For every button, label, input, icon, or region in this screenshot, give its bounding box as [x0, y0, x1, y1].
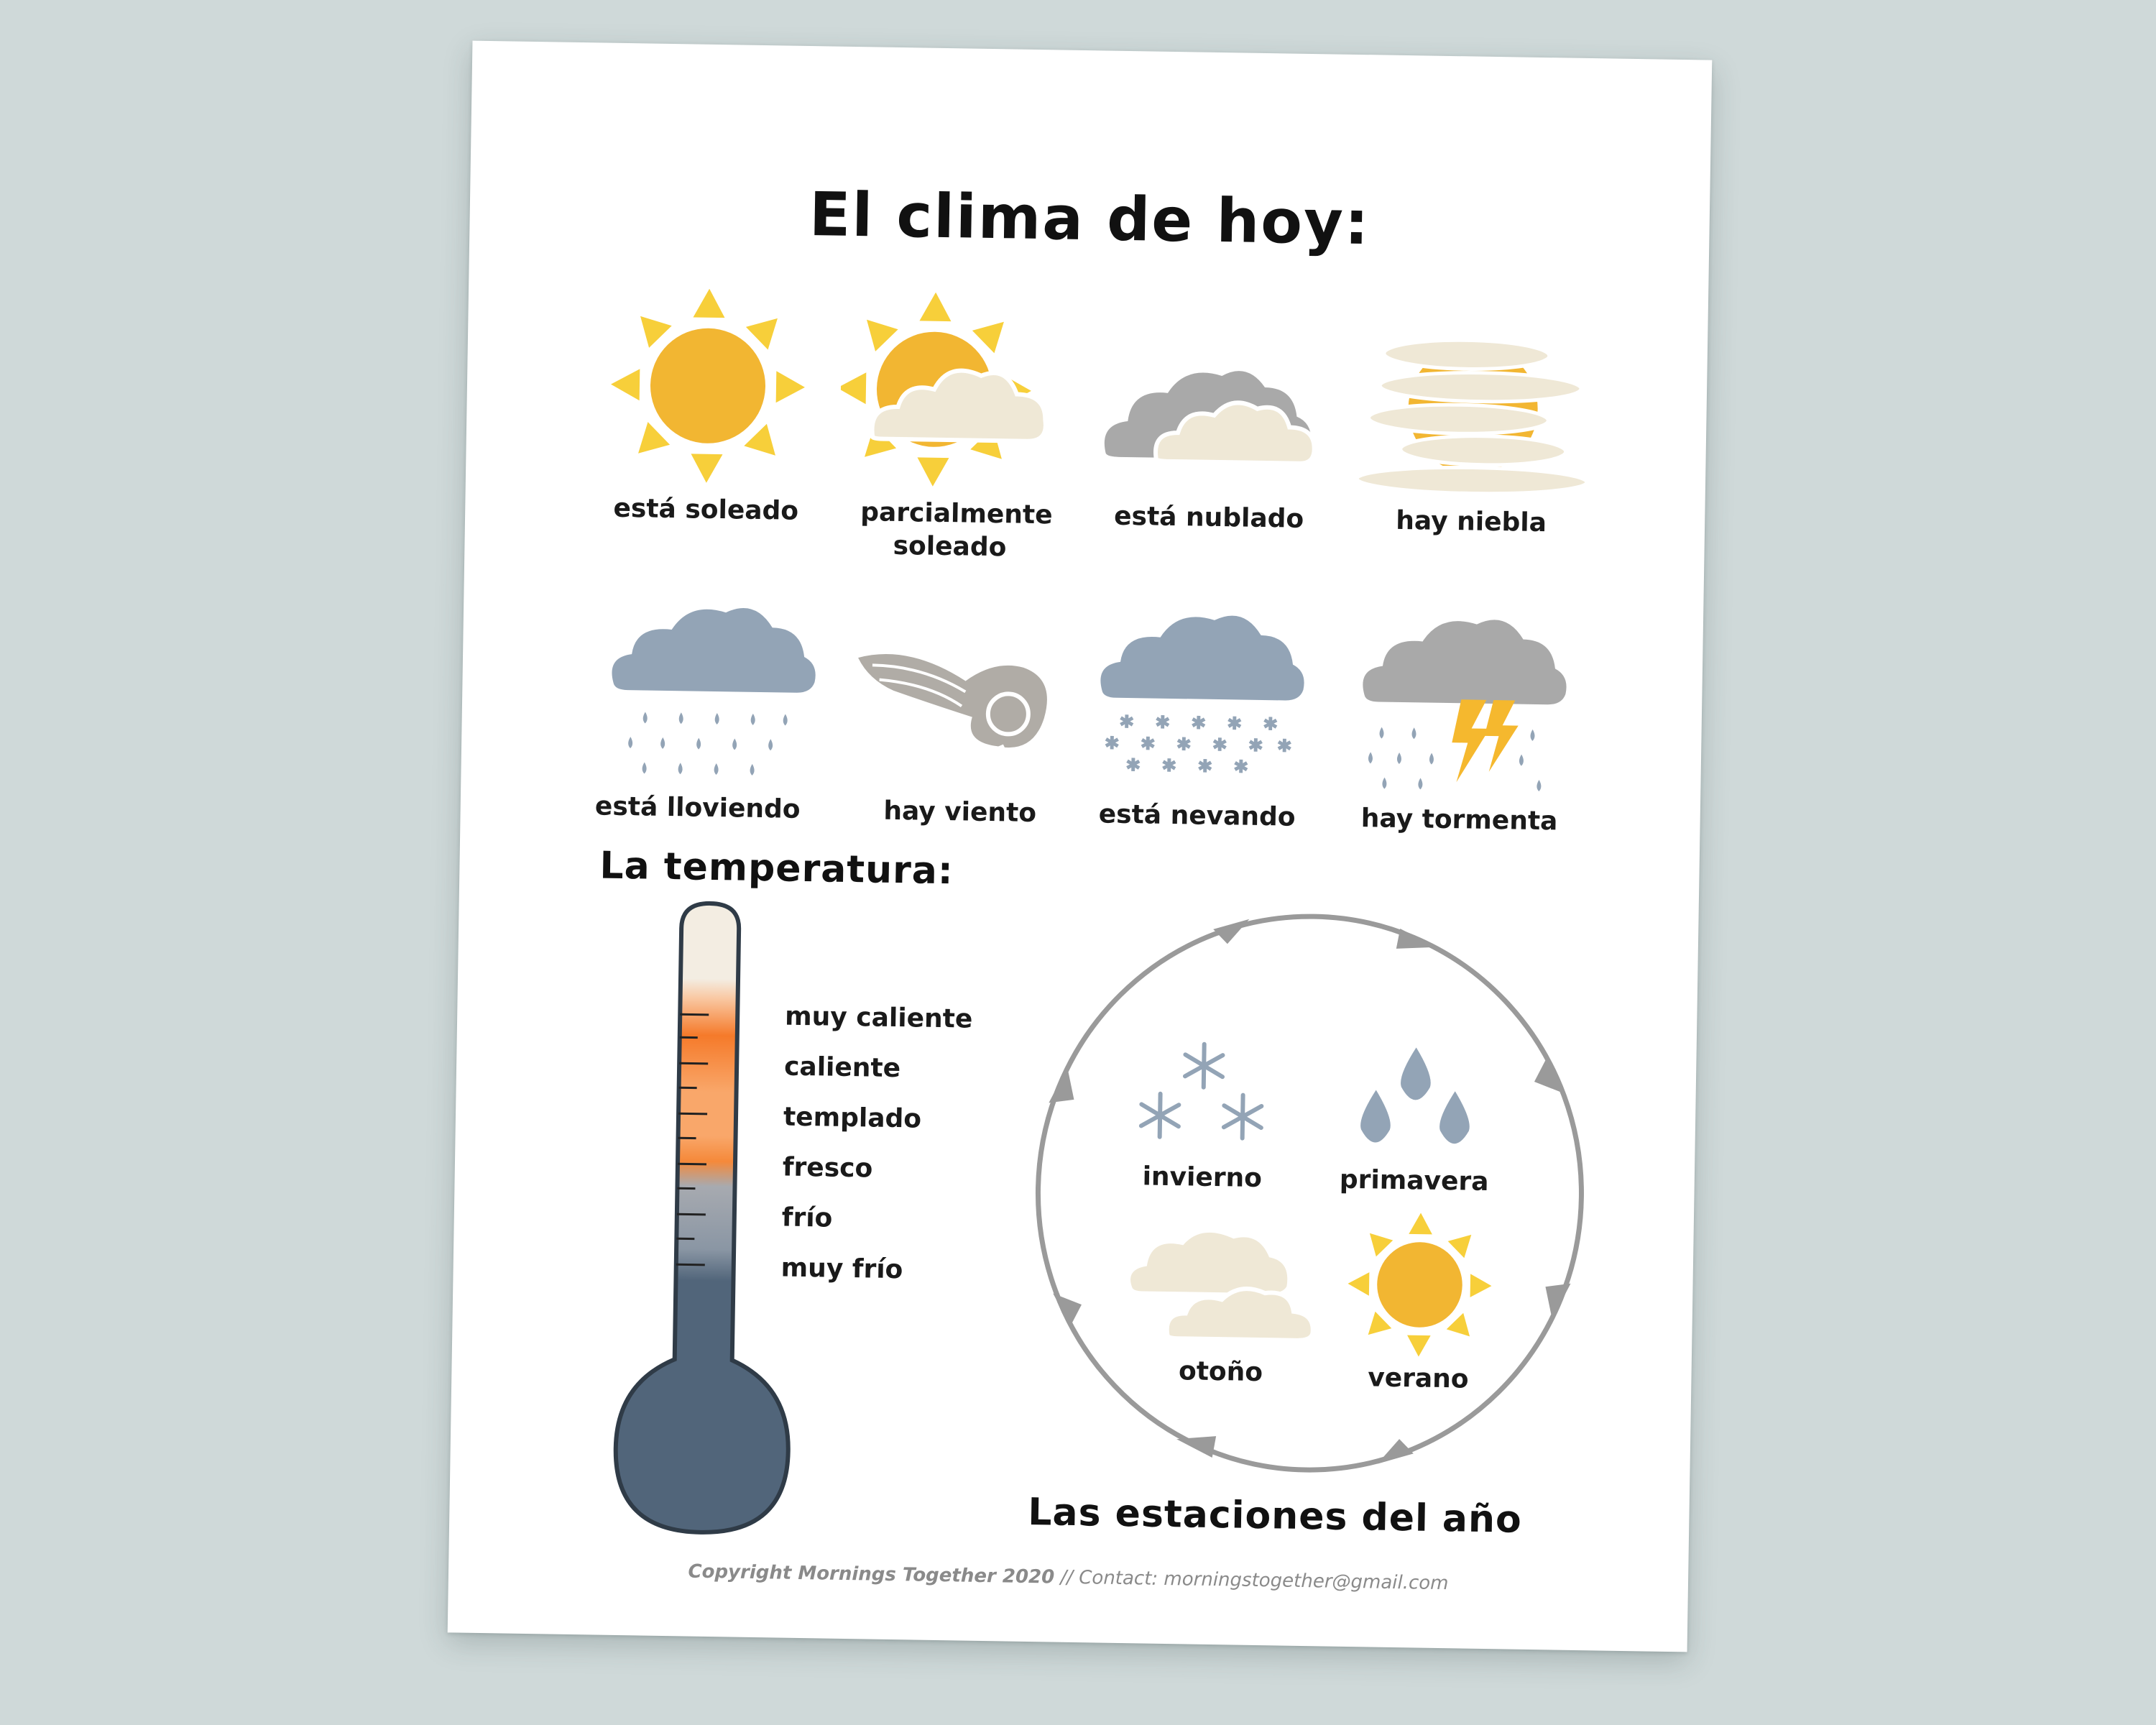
svg-text:*: *	[1227, 713, 1241, 742]
weather-label-wind: hay viento	[883, 796, 1037, 829]
weather-label-cloudy: está nublado	[1113, 501, 1304, 534]
weather-label-sunny: está soleado	[613, 493, 799, 526]
seasons-cycle-arrows	[1025, 901, 1594, 1485]
partly-sunny-icon	[839, 291, 1072, 489]
temp-level-very-hot: muy caliente	[784, 1001, 973, 1034]
footer-copyright	[448, 1557, 1688, 1598]
svg-text:*: *	[1263, 714, 1277, 743]
season-label-spring: primavera	[1339, 1164, 1489, 1197]
page-title: El clima de hoy:	[808, 178, 1371, 259]
temp-level-very-cold: muy frío	[780, 1253, 903, 1285]
footer-contact: // Contact: morningstogether@gmail.com	[1054, 1566, 1449, 1595]
cloudy-icon	[1098, 323, 1337, 471]
season-label-winter: invierno	[1142, 1162, 1263, 1194]
svg-text:*: *	[1162, 755, 1176, 785]
thermometer-icon	[604, 898, 808, 1548]
season-label-summer: verano	[1367, 1363, 1469, 1394]
weather-label-storm: hay tormenta	[1360, 804, 1558, 837]
weather-label-snow: está nevando	[1098, 799, 1296, 832]
season-label-autumn: otoño	[1178, 1356, 1263, 1388]
wind-icon	[849, 636, 1067, 769]
storm-icon	[1352, 608, 1570, 806]
temperature-heading: La temperatura:	[599, 844, 954, 893]
svg-text:*: *	[1234, 756, 1248, 786]
svg-text:*: *	[1278, 735, 1291, 765]
worksheet-page	[448, 41, 1713, 1652]
raindrops-icon	[1353, 1043, 1477, 1153]
fog-icon	[1357, 321, 1590, 497]
weather-label-partly-sunny: parcialmente soleado	[860, 497, 1053, 563]
snowflakes-icon	[1134, 1039, 1272, 1149]
summer-sun-icon	[1347, 1212, 1493, 1358]
svg-text:*: *	[1105, 732, 1118, 762]
svg-text:*: *	[1156, 712, 1169, 741]
temp-level-cool: fresco	[782, 1152, 873, 1184]
svg-text:*: *	[1120, 711, 1133, 741]
svg-text:*: *	[1198, 755, 1212, 785]
snow-icon	[1089, 604, 1308, 794]
rain-icon	[601, 597, 819, 787]
svg-text:*: *	[1141, 733, 1154, 763]
temp-level-cold: frío	[781, 1202, 833, 1233]
svg-text:*: *	[1213, 734, 1226, 764]
footer-copyright-text: Copyright Mornings Together 2020	[688, 1560, 1055, 1588]
temp-level-hot: caliente	[783, 1052, 901, 1084]
svg-text:*: *	[1177, 734, 1190, 763]
weather-label-fog: hay niebla	[1396, 505, 1547, 538]
temp-level-mild: templado	[783, 1102, 922, 1134]
svg-text:*: *	[1249, 735, 1262, 764]
sun-icon	[609, 288, 806, 484]
svg-text:*: *	[1192, 712, 1205, 742]
weather-label-rain: está lloviendo	[594, 791, 801, 824]
seasons-heading: Las estaciones del año	[1027, 1490, 1523, 1542]
svg-text:*: *	[1126, 755, 1140, 784]
clouds-icon	[1124, 1219, 1320, 1344]
